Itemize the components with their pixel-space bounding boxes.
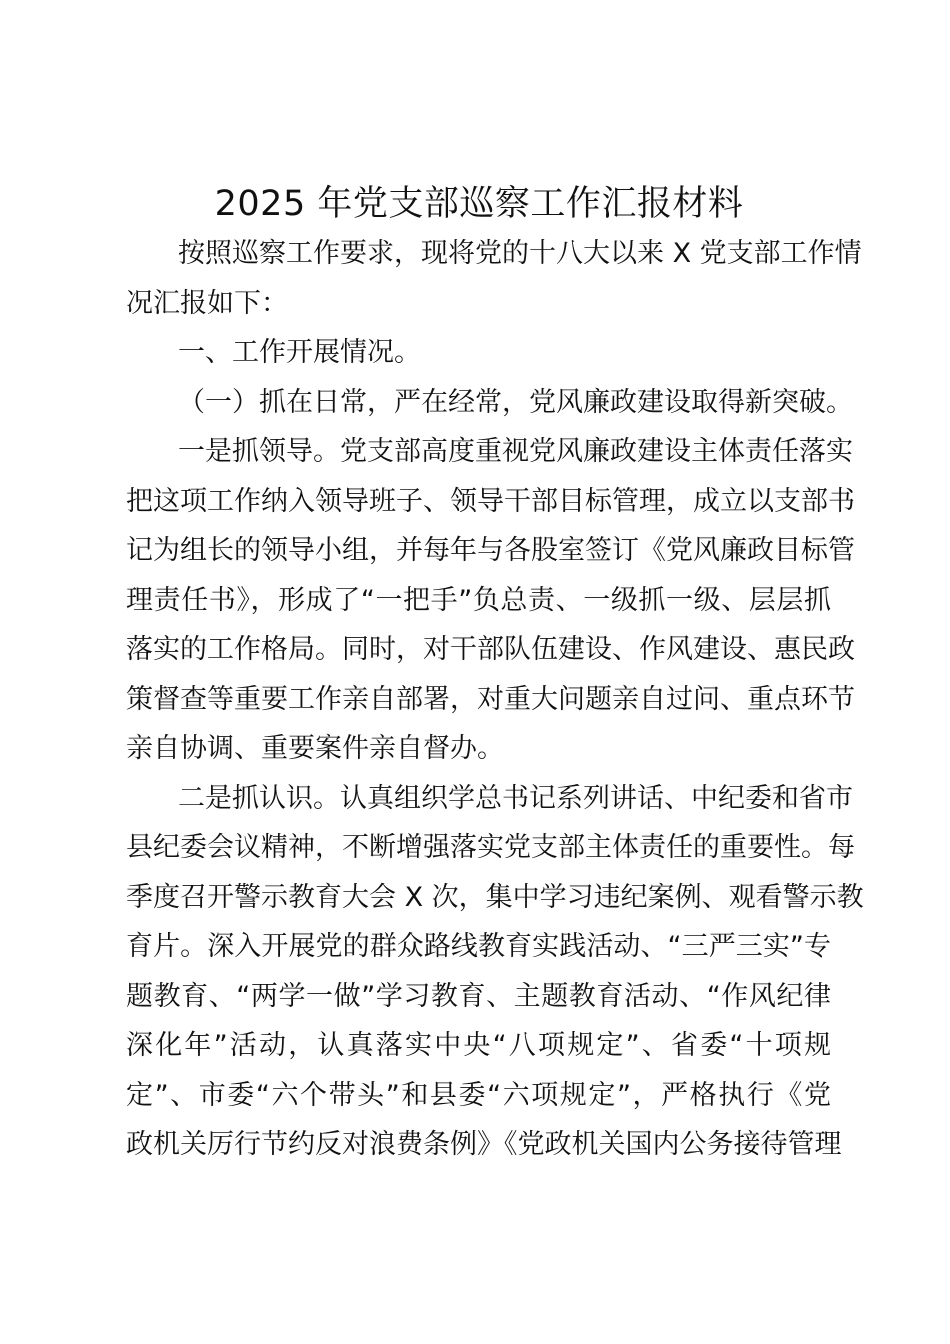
text-line: 育片。深入开展党的群众路线教育实践活动、“三严三实”专 xyxy=(126,931,831,962)
paragraph-leadership xyxy=(126,427,855,774)
text-line: 一是抓领导。党支部高度重视党风廉政建设主体责任落实 xyxy=(178,436,853,467)
text-line: 题教育、“两学一做”学习教育、主题教育活动、“作风纪律 xyxy=(126,980,831,1012)
intro-paragraph xyxy=(126,229,862,328)
text-line: 二是抓认识。认真组织学总书记系列讲话、中纪委和省市 xyxy=(178,782,853,814)
text-line: 季度召开警示教育大会 X 次，集中学习违纪案例、观看警示教 xyxy=(126,881,864,913)
subsection-heading xyxy=(126,378,853,428)
text-line: 亲自协调、重要案件亲自督办。 xyxy=(126,733,504,764)
text-line: 定”、市委“六个带头”和县委“六项规定”，严格执行《党 xyxy=(126,1079,831,1111)
text-line: 况汇报如下： xyxy=(126,287,288,319)
text-line: 记为组长的领导小组，并每年与各股室签订《党风廉政目标管 xyxy=(126,535,855,566)
document-title: 2025 年党支部巡察工作汇报材料 xyxy=(214,184,744,224)
text-line: 一、工作开展情况。 xyxy=(178,337,421,368)
text-line: 政机关厉行节约反对浪费条例》《党政机关国内公务接待管理 xyxy=(126,1129,842,1160)
text-line: 把这项工作纳入领导班子、领导干部目标管理，成立以支部书 xyxy=(126,485,855,517)
text-line: 策督查等重要工作亲自部署，对重大问题亲自过问、重点环节 xyxy=(126,683,855,715)
text-line: 理责任书》，形成了“一把手”负总责、一级抓一级、层层抓 xyxy=(126,584,831,616)
text-line: 按照巡察工作要求，现将党的十八大以来 X 党支部工作情 xyxy=(178,238,862,269)
text-line: （一）抓在日常，严在经常，党风廉政建设取得新突破。 xyxy=(178,386,853,418)
section-heading xyxy=(126,328,831,378)
text-line: 深化年”活动，认真落实中央“八项规定”、省委“十项规 xyxy=(126,1030,831,1061)
text-line: 县纪委会议精神，不断增强落实党支部主体责任的重要性。每 xyxy=(126,832,855,863)
document-body xyxy=(126,229,864,1170)
text-line: 落实的工作格局。同时，对干部队伍建设、作风建设、惠民政 xyxy=(126,634,855,665)
paragraph-awareness xyxy=(126,774,864,1170)
